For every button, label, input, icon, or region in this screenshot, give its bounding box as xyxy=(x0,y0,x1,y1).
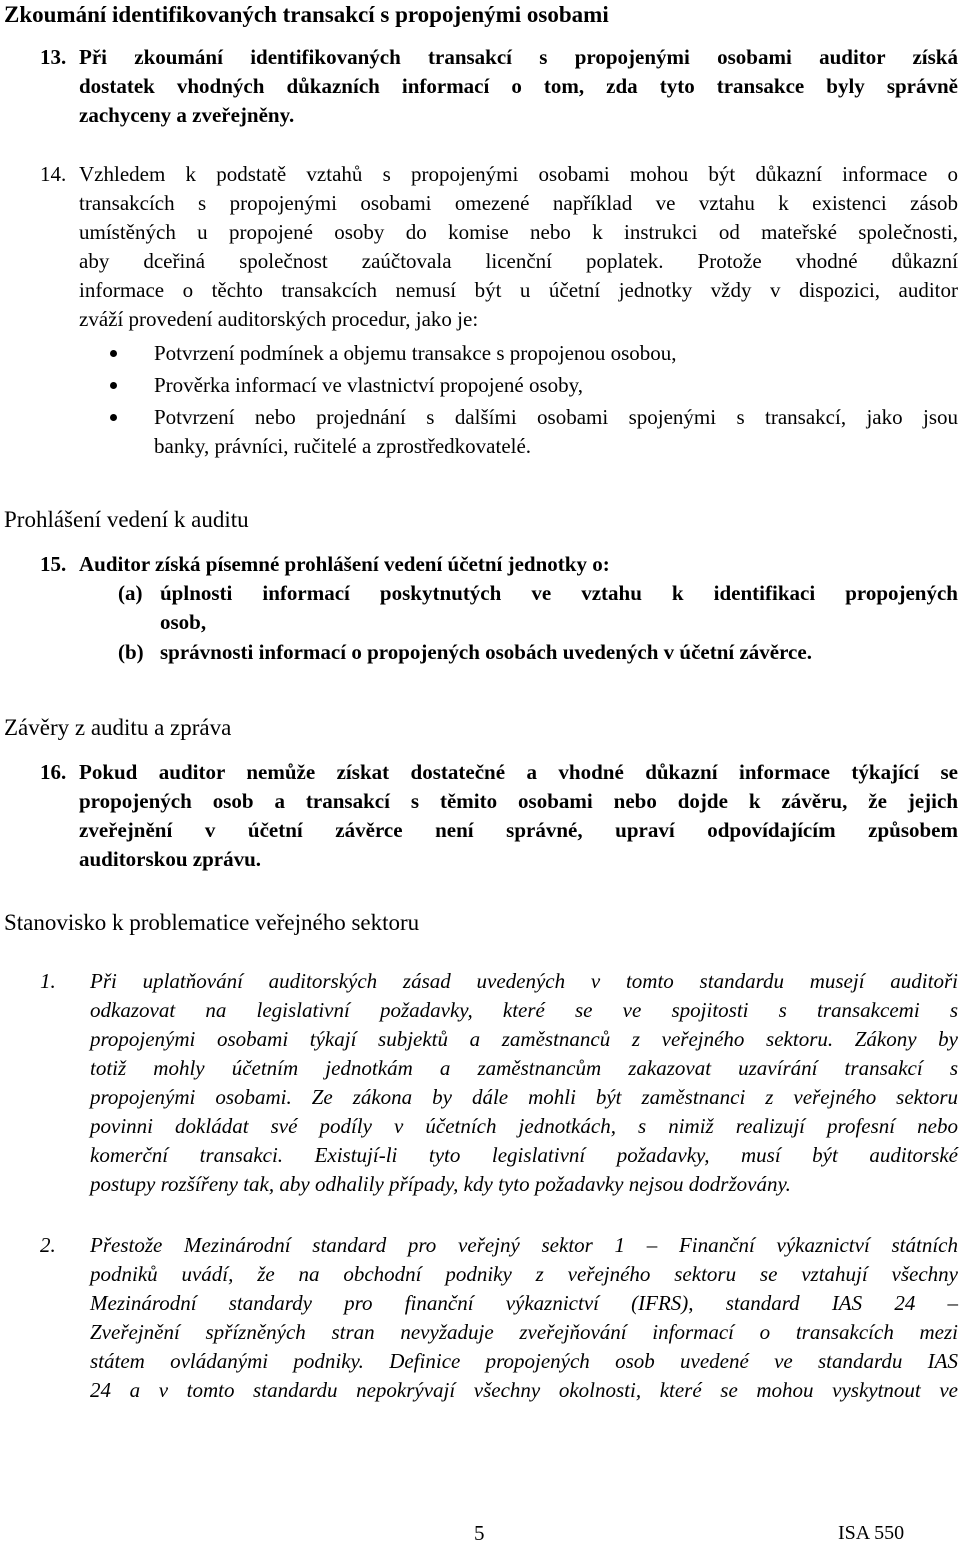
public-sector-paragraph-1-line: propojenými osobami týkají subjektů a zaměstnanců z veřejného sektoru. Zákony by xyxy=(90,1027,958,1051)
public-sector-paragraph-2 xyxy=(90,1231,958,1405)
bullet-item xyxy=(110,371,958,400)
paragraph-number-16: 16. xyxy=(40,760,67,784)
bullet-item-line: banky, právníci, ručitelé a zprostředkovatelé. xyxy=(154,434,532,458)
paragraph-14-line: informace o těchto transakcích nemusí být u účetní jednotky vždy v dispozici, auditor xyxy=(79,278,958,302)
bullet-item xyxy=(110,403,958,461)
paragraph-14-line: umístěných u propojené osoby do komise nebo k instrukci od mateřské společnosti, xyxy=(79,220,958,244)
standard-label: ISA 550 xyxy=(838,1522,905,1544)
public-sector-paragraph-number-1: 1. xyxy=(40,969,56,993)
public-sector-paragraph-2-line: 24 a v tomto standardu nepokrývají všechny okolnosti, které se mohou vyskytnout ve xyxy=(90,1378,958,1402)
public-sector-paragraph-number-2: 2. xyxy=(40,1233,56,1257)
paragraph-number-13: 13. xyxy=(40,45,67,69)
public-sector-paragraph-1-line: propojenými osobami. Ze zákona by dále mohli být zaměstnanci z veřejného sektoru xyxy=(90,1085,958,1109)
paragraph-14-line: Vzhledem k podstatě vztahů s propojenými osobami mohou být důkazní informace o xyxy=(79,162,958,186)
public-sector-paragraph-2-line: podniků uvádí, že na obchodní podniky z veřejného sektoru se vztahují všechny xyxy=(90,1262,958,1286)
public-sector-paragraph-2-line: Zveřejnění spřízněných stran nevyžaduje zveřejňování informací o transakcích mezi xyxy=(90,1320,958,1344)
section-heading-public-sector: Stanovisko k problematice veřejného sektoru xyxy=(4,910,420,935)
bullet-item-line: Prověrka informací ve vlastnictví propojené osoby, xyxy=(154,373,584,397)
item-label-a: (a) xyxy=(118,581,143,605)
public-sector-paragraph-1-line: povinni dokládat své podíly v účetních jednotkách, s nimiž realizují profesní nebo xyxy=(90,1114,958,1138)
bullet-dot-icon xyxy=(110,350,117,357)
paragraph-14-line: transakcích s propojenými osobami omezené například ve vztahu k existenci zásob xyxy=(79,191,958,215)
section-heading-management-representation: Prohlášení vedení k auditu xyxy=(4,507,249,532)
bullet-item-line: Potvrzení nebo projednání s dalšími osobami spojenými s transakcí, jako jsou xyxy=(154,405,958,429)
paragraph-number-15: 15. xyxy=(40,552,67,576)
public-sector-paragraph-2-line: Přestože Mezinárodní standard pro veřejný sektor 1 – Finanční výkaznictví státních xyxy=(90,1233,958,1257)
procedure-bullet-list xyxy=(110,339,958,461)
paragraph-15 xyxy=(79,550,958,579)
public-sector-paragraph-2-line: státem ovládanými podniky. Definice propojených osob uvedené ve standardu IAS xyxy=(90,1349,958,1373)
item-text-line: správnosti informací o propojených osobách uvedených v účetní závěrce. xyxy=(160,640,812,664)
paragraph-14 xyxy=(79,160,958,334)
bullet-dot-icon xyxy=(110,382,117,389)
public-sector-paragraph-1 xyxy=(90,967,958,1199)
paragraph-16-line: auditorskou zprávu. xyxy=(79,847,262,871)
paragraph-16-line: zveřejnění v účetní závěrce není správné, upraví odpovídajícím způsobem xyxy=(79,818,958,842)
bullet-item xyxy=(110,339,958,368)
public-sector-paragraph-1-line: Při uplatňování auditorských zásad uvedených v tomto standardu musejí auditoři xyxy=(90,969,958,993)
page-number: 5 xyxy=(474,1521,485,1545)
item-text-a xyxy=(160,579,958,637)
section-heading-audit-conclusions: Závěry z auditu a zpráva xyxy=(4,715,232,740)
bullet-dot-icon xyxy=(110,414,117,421)
section-heading-identified-transactions: Zkoumání identifikovaných transakcí s propojenými osobami xyxy=(4,2,609,27)
item-label-b: (b) xyxy=(118,640,144,664)
item-text-line: úplnosti informací poskytnutých ve vztahu k identifikaci propojených xyxy=(160,581,958,605)
item-text-b xyxy=(160,638,958,667)
public-sector-paragraph-1-line: totiž mohly účetním jednotkám a zaměstnancům zakazovat uzavírání transakcí s xyxy=(90,1056,958,1080)
paragraph-13 xyxy=(79,43,958,130)
paragraph-16-line: propojených osob a transakcí s těmito osobami nebo dojde k závěru, že jejich xyxy=(79,789,958,813)
public-sector-paragraph-1-line: postupy rozšířeny tak, aby odhalily případy, kdy tyto požadavky nejsou dodržovány. xyxy=(90,1172,791,1196)
paragraph-16-line: Pokud auditor nemůže získat dostatečné a vhodné důkazní informace týkající se xyxy=(79,760,958,784)
item-text-line: osob, xyxy=(160,610,207,634)
paragraph-14-line: aby dceřiná společnost zaúčtovala licenční poplatek. Protože vhodné důkazní xyxy=(79,249,958,273)
paragraph-13-line: Při zkoumání identifikovaných transakcí s propojenými osobami auditor získá xyxy=(79,45,958,69)
public-sector-paragraph-1-line: odkazovat na legislativní požadavky, které se ve spojitosti s transakcemi s xyxy=(90,998,958,1022)
paragraph-14-line: zváží provedení auditorských procedur, jako je: xyxy=(79,307,479,331)
paragraph-13-line: dostatek vhodných důkazních informací o tom, zda tyto transakce byly správně xyxy=(79,74,958,98)
paragraph-16 xyxy=(79,758,958,874)
paragraph-15-line: Auditor získá písemné prohlášení vedení účetní jednotky o: xyxy=(79,552,610,576)
paragraph-number-14: 14. xyxy=(40,162,67,186)
paragraph-13-line: zachyceny a zveřejněny. xyxy=(79,103,295,127)
public-sector-paragraph-1-line: komerční transakci. Existují-li tyto legislativní požadavky, musí být auditorské xyxy=(90,1143,958,1167)
public-sector-paragraph-2-line: Mezinárodní standardy pro finanční výkaznictví (IFRS), standard IAS 24 – xyxy=(90,1291,958,1315)
bullet-item-line: Potvrzení podmínek a objemu transakce s propojenou osobou, xyxy=(154,341,677,365)
